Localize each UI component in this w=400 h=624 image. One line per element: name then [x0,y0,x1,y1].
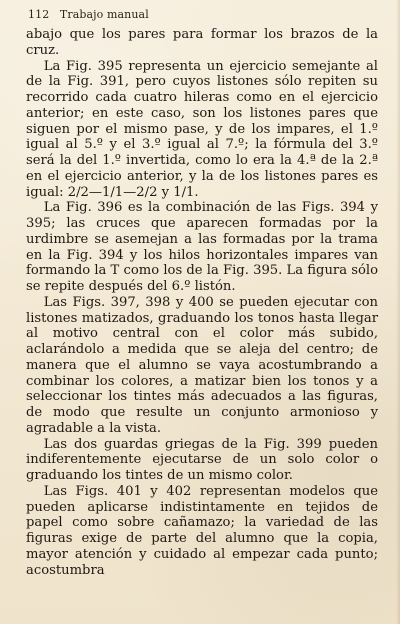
paragraph: La Fig. 396 es la combinación de las Figs. 394 y 395; las cruces que aparecen formadas por la urdimbre se asemejan a las formadas por la trama en la Fig. 394 y los hilos horizontales impares van formando la T como los de la Fig. 395. La figura sólo se repite después del 6.º listón. [26,200,378,294]
page-edge-shadow [396,0,400,624]
paragraph: Las dos guardas griegas de la Fig. 399 pueden indiferentemente ejecutarse de un solo color o graduando los tintes de un mismo color. [26,436,378,483]
paragraph: Las Figs. 401 y 402 representan modelos que pueden aplicarse indistintamente en tejidos de papel como sobre cañamazo; la variedad de las figuras exige de parte del alumno que la copia, mayor atención y cuidado al empezar cada punto; acostumbra [26,483,378,578]
running-title: Trabajo manual [59,8,149,21]
paragraph: La Fig. 395 representa un ejercicio semejante al de la Fig. 391, pero cuyos listones sólo repiten su recorrido cada cuatro hileras como en el ejercicio anterior; en este caso, son los listones pares que siguen por el mismo pase, y de los impares, el 1.º igual al 5.º y el 3.º igual al 7.º; la fórmula del 3.º será la del 1.º invertida, como lo era la 4.ª de la 2.ª en el ejercicio anterior, y la de los listones pares es igual: 2/2—1/1—2/2 y 1/1. [26,58,378,200]
paragraph: Las Figs. 397, 398 y 400 se pueden ejecutar con listones matizados, graduando los tonos hasta llegar al motivo central con el color más subido, aclarándolo a medida que se aleja del centro; de manera que el alumno se vaya acostumbrando a combinar los colores, a matizar bien los tonos y a seleccionar los tintes más adecuados a las figuras, de modo que resulte un conjunto armonioso y agradable a la vista. [26,294,378,436]
page-number: 112 [28,8,50,21]
body-text [26,27,378,578]
page-header [28,8,149,21]
paragraph: abajo que los pares para formar los brazos de la cruz. [26,27,378,58]
